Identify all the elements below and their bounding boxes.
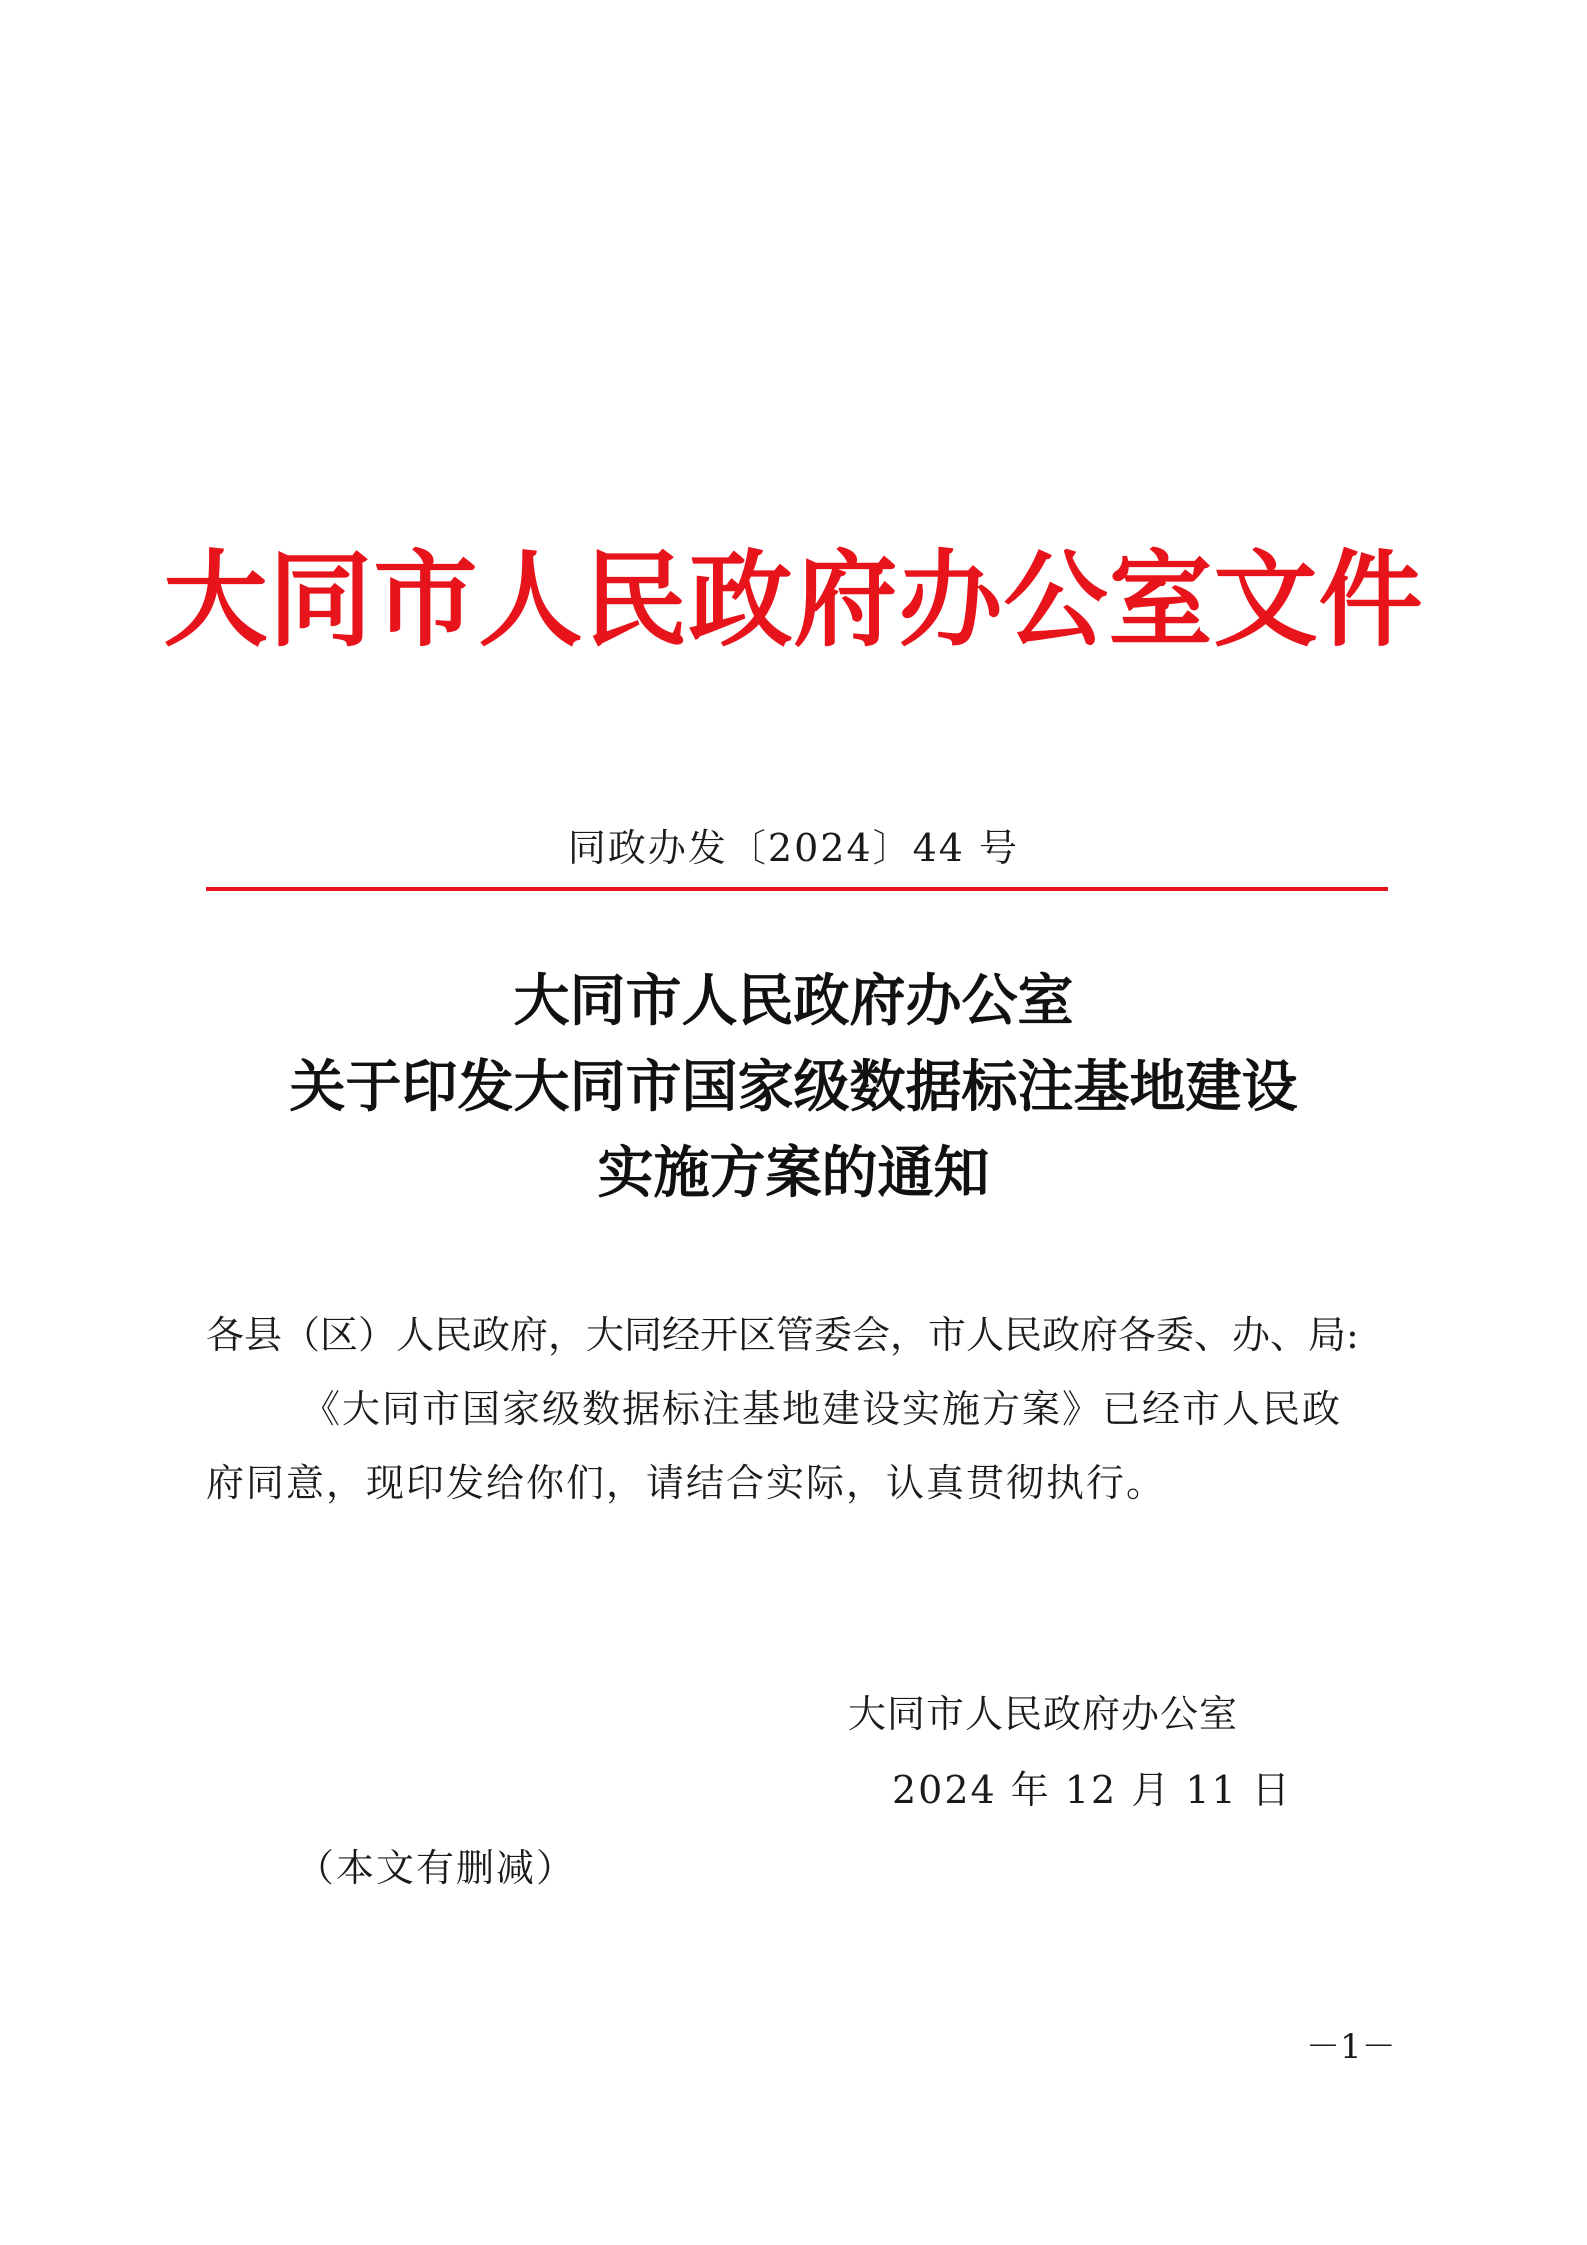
document-number: 同政办发〔2024〕44 号 <box>567 826 1020 870</box>
addressee-line: 各县（区）人民政府，大同经开区管委会，市人民政府各委、办、局: <box>206 1313 1359 1357</box>
masthead-title: 大同市人民政府办公室文件 <box>163 538 1424 661</box>
notice-title-line-3: 实施方案的通知 <box>597 1140 990 1206</box>
notice-title <box>0 958 1587 1216</box>
page-number: －1－ <box>1306 2027 1396 2067</box>
signature-date: 2024 年 12 月 11 日 <box>892 1768 1292 1812</box>
notice-title-line-2: 关于印发大同市国家级数据标注基地建设 <box>289 1054 1298 1120</box>
signature-organization: 大同市人民政府办公室 <box>848 1692 1239 1736</box>
body-paragraph-line-1: 《大同市国家级数据标注基地建设实施方案》已经市人民政 <box>302 1387 1343 1431</box>
notice-title-line-1: 大同市人民政府办公室 <box>513 968 1074 1034</box>
body-paragraph-line-2: 府同意，现印发给你们，请结合实际，认真贯彻执行。 <box>206 1461 1167 1505</box>
red-divider-line <box>206 887 1388 891</box>
abridged-note: （本文有删减） <box>296 1846 577 1890</box>
